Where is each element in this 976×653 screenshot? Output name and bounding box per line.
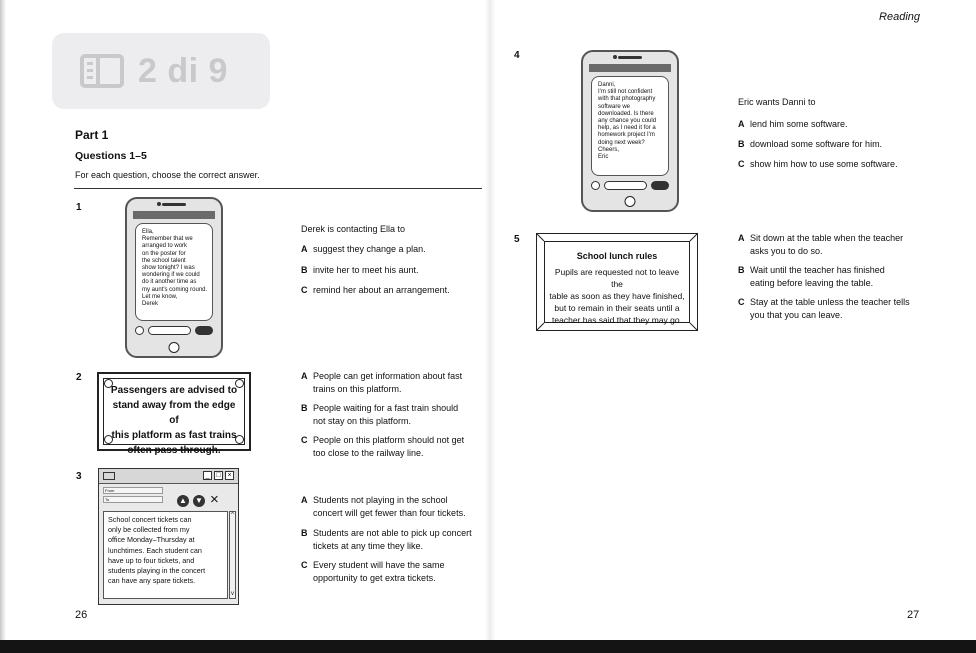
scroll-down-icon: v: [231, 591, 234, 597]
phone-camera-icon: [613, 55, 617, 59]
page-number-left: 26: [75, 609, 88, 621]
page-indicator-overlay[interactable]: [52, 33, 270, 109]
reply-down-icon: ▼: [193, 495, 205, 507]
platform-sign: [97, 372, 251, 456]
q2-option-b: B People waiting for a fast train should not stay on this platform.: [301, 403, 459, 426]
q2-option-c: C People on this platform should not get too close to the railway line.: [301, 435, 465, 458]
phone-message-q4: Danni, I'm still not confident with that photography software we downloaded. Is there any chance you could help, as I need it for a homework project I'm doing next week? Cheers, Eric: [591, 76, 669, 176]
phone-message-q1: Ella, Remember that we arranged to work on the poster for the school talent show tonight? I was wondering if we could do it another time as my aunt's coming round. Let me know, Derek: [135, 223, 213, 321]
q4-option-b: B download some software for him.: [738, 139, 883, 149]
email-body: School concert tickets can only be collected from my office Monday–Thursday at lunchtimes. Each student can have up to four tickets, and students playing in the concert can have any spare tickets.: [103, 511, 228, 599]
phone-input-row: [591, 180, 669, 192]
delete-icon: ×: [210, 491, 219, 508]
camera-button-icon: [591, 181, 600, 190]
section-divider: [74, 188, 482, 189]
message-field: [604, 181, 647, 190]
question-number-4: 4: [514, 50, 520, 61]
email-titlebar: [99, 469, 238, 484]
q1-option-a: A suggest they change a plan.: [301, 244, 426, 254]
scroll-up-icon: ^: [231, 512, 234, 518]
q5-option-a: A Sit down at the table when the teacher asks you to do so.: [738, 233, 904, 256]
message-field: [148, 326, 191, 335]
email-window: [98, 468, 239, 605]
close-icon: ×: [225, 471, 234, 480]
platform-sign-text: Passengers are advised to stand away from the edge of this platform as fast trains often pass through.: [110, 385, 238, 456]
email-header-fields: From To: [103, 487, 163, 505]
email-scrollbar: [229, 511, 236, 599]
running-head: Reading: [879, 11, 920, 23]
phone-input-row: [135, 325, 213, 337]
minimize-icon: _: [203, 471, 212, 480]
lunch-sign-title: School lunch rules: [576, 251, 658, 261]
camera-button-icon: [135, 326, 144, 335]
q1-option-b: B invite her to meet his aunt.: [301, 265, 419, 275]
envelope-icon: [103, 472, 115, 480]
q3-option-b: B Students are not able to pick up concert tickets at any time they like.: [301, 528, 472, 551]
questions-range: Questions 1–5: [75, 150, 147, 162]
send-button-icon: [651, 181, 669, 190]
phone-status-bar: [133, 211, 215, 219]
phone-status-bar: [589, 64, 671, 72]
phone-camera-icon: [157, 202, 161, 206]
q5-option-b: B Wait until the teacher has finished eating before leaving the table.: [738, 265, 885, 288]
page-indicator-label: 2 di 9: [138, 51, 228, 90]
q3-option-c: C Every student will have the same opportunity to get extra tickets.: [301, 560, 445, 583]
phone-speaker: [162, 203, 186, 206]
q5-option-c: C Stay at the table unless the teacher tells you that you can leave.: [738, 297, 910, 320]
page-number-right: 27: [907, 609, 920, 621]
q1-stem: Derek is contacting Ella to: [301, 224, 406, 234]
question-number-2: 2: [76, 372, 82, 383]
instruction-text: For each question, choose the correct answer.: [75, 170, 260, 180]
q4-option-a: A lend him some software.: [738, 119, 848, 129]
question-number-1: 1: [76, 202, 82, 213]
question-number-5: 5: [514, 234, 520, 245]
q3-option-a: A Students not playing in the school concert will get fewer than four tickets.: [301, 495, 466, 518]
reply-up-icon: ▲: [177, 495, 189, 507]
phone-illustration-q4: [581, 50, 679, 212]
q2-option-a: A People can get information about fast trains on this platform.: [301, 371, 463, 394]
sidebar-pages-icon: [80, 54, 124, 88]
lunch-rules-sign: [536, 233, 698, 331]
q4-stem: Eric wants Danni to: [738, 97, 816, 107]
part-title: Part 1: [75, 128, 109, 142]
question-number-3: 3: [76, 471, 82, 482]
q4-option-c: C show him how to use some software.: [738, 159, 898, 169]
home-button-icon: [169, 342, 180, 353]
phone-illustration-q1: [125, 197, 223, 358]
maximize-icon: □: [214, 471, 223, 480]
book-gutter: [485, 0, 495, 640]
send-button-icon: [195, 326, 213, 335]
q1-option-c: C remind her about an arrangement.: [301, 285, 450, 295]
home-button-icon: [625, 196, 636, 207]
phone-speaker: [618, 56, 642, 59]
page-edge-shadow: [0, 0, 6, 640]
lunch-sign-text: Pupils are requested not to leave the table as soon as they have finished, but to remain in their seats until a teacher has said that they may go.: [549, 267, 685, 325]
bottom-dark-strip: [0, 640, 976, 653]
